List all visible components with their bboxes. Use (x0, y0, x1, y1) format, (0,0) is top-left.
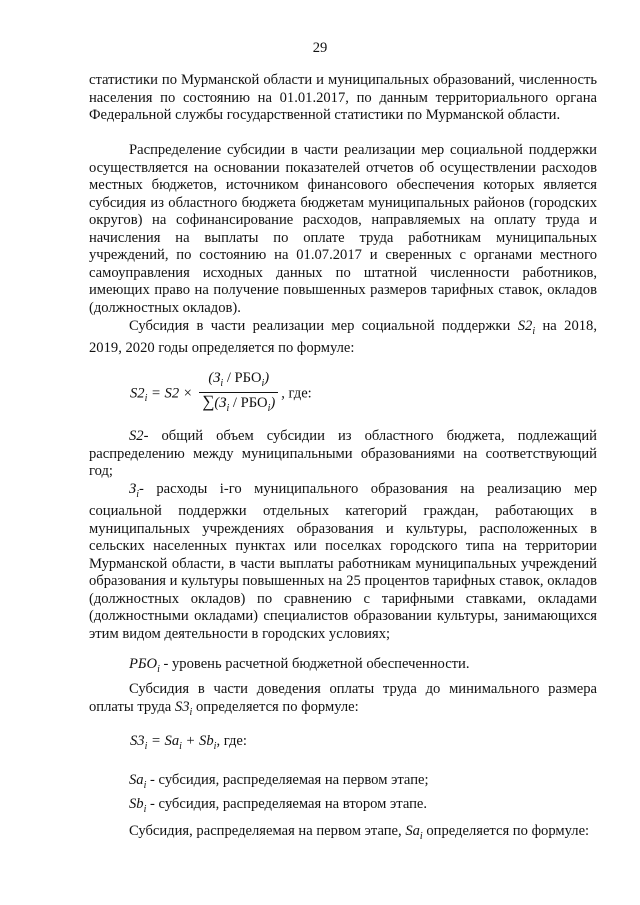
def1-var: S2 (129, 428, 144, 444)
formula-s3-plus: + Sb (181, 733, 214, 749)
page-number: 29 (312, 40, 328, 56)
formula-s3 (130, 733, 247, 755)
p5-var: Sa (405, 823, 420, 839)
paragraph-distribution: Распределение субсидии в части реализации мер социальной поддержки осуществляется на основании показателей отчетов об осуществлении расходов местных бюджетов, источником финансового обеспечения которых является субсидия из областного бюджета бюджетам муниципальных районов (городских округов) на софинансирование расходов, направляемых на оплату труда и начисления на выплаты по оплате труда работникам муниципальных учреждений, по состоянию на 01.07.2017 и сверенных с органами местного самоуправления исходных данных по штатной численности работников, имеющих право на получение повышенных размеров тарифных ставок, окладов (должностных окладов). (89, 142, 597, 316)
definition-sa (89, 772, 597, 794)
formula-s3-lhs-sub: i (144, 740, 148, 752)
def4-sub: i (143, 779, 147, 791)
def3-var: РБО (129, 656, 158, 672)
definition-zi (89, 481, 597, 643)
definition-s2 (89, 428, 597, 481)
formula-s2-lhs-sub: i (144, 393, 148, 405)
definition-rbo (89, 656, 597, 678)
formula-s2-suffix: , где: (281, 385, 312, 402)
formula-s3-suffix: , где: (216, 733, 247, 749)
den-tail: / РБО (229, 395, 268, 412)
formula-s2-eq: = S2 × (147, 385, 197, 402)
num-close: ) (264, 370, 270, 386)
paragraph-first-stage (89, 823, 597, 845)
formula-s2-denominator (199, 393, 278, 417)
formula-s3-b-sub: i (213, 740, 217, 752)
formula-s3-lhs: S3 (130, 733, 145, 749)
p4-after: определяется по формуле: (192, 698, 359, 715)
p3-var: S2 (517, 318, 533, 334)
formula-s2 (130, 370, 312, 418)
formula-s2-lhs: S2 (130, 385, 145, 402)
p4-sub: i (189, 706, 193, 718)
p3-after: на 2018, 2019, 2020 годы определяется по формуле: (89, 318, 597, 357)
sum-sign: ∑ (202, 392, 215, 412)
p5-after: определяется по формуле: (422, 823, 590, 839)
def5-sub: i (143, 803, 147, 815)
formula-s3-eq: = Sa (147, 733, 180, 749)
def1-text: - общий объем субсидии из областного бюджета, подлежащий распределению между муниципальными образованиями на соответствующий год; (89, 428, 597, 479)
formula-s2-fraction (199, 370, 278, 418)
p5-sub: i (419, 830, 423, 842)
p4-before: Субсидия в части доведения оплаты труда до минимального размера оплаты труда (89, 681, 597, 715)
def5-text: - субсидия, распределяемая на втором этапе. (146, 796, 428, 812)
def3-sub: i (157, 663, 160, 675)
p3-sub: i (532, 325, 536, 337)
formula-s2-numerator (199, 370, 278, 393)
den-tail-sub: i (267, 403, 271, 415)
def2-sub: i (136, 488, 140, 500)
den-open: (З (214, 395, 227, 412)
def2-text: - расходы i-го муниципального образования на реализацию мер социальной поддержки отдельных категорий граждан, работающих в муниципальных учреждениях образования и культуры, расположенных в сельских населенных пунктах или поселках городского типа на территории Мурманской области, в части выплаты работникам муниципальных учреждений образования и культуры повышенных на 25 процентов тарифных ставок, окладов (должностных окладов) по сравнению с тарифными ставками, окладами (должностными окладами) специалистов образовании культуры, занимающихся этим видом деятельности в городских условиях; (89, 481, 597, 642)
den-sub: i (226, 403, 230, 415)
p4-var: S3 (174, 698, 190, 715)
def4-text: - субсидия, распределяемая на первом этапе; (146, 772, 429, 788)
paragraph-social-support-subsidy (89, 318, 597, 358)
num-tail-sub: i (261, 377, 265, 389)
def2-var: З (129, 481, 137, 497)
paragraph-statistics: статистики по Мурманской области и муниципальных образований, численность населения по состоянию на 01.01.2017, по данным территориального органа Федеральной службы государственной статистики по Мурманской области. (89, 72, 597, 123)
paragraph-min-wage-subsidy (89, 681, 597, 721)
def3-text: - уровень расчетной бюджетной обеспеченности. (159, 656, 470, 672)
definition-sb (89, 796, 597, 818)
def4-var: Sa (129, 772, 144, 788)
p3-before: Субсидия в части реализации мер социальной поддержки (129, 318, 518, 334)
den-close: ) (270, 395, 276, 412)
p5-before: Субсидия, распределяемая на первом этапе, (129, 823, 406, 839)
num-sub: i (220, 377, 224, 389)
def5-var: Sb (129, 796, 144, 812)
formula-s3-a-sub: i (179, 740, 182, 752)
num-open: (З (208, 370, 221, 386)
num-tail: / РБО (223, 370, 262, 386)
